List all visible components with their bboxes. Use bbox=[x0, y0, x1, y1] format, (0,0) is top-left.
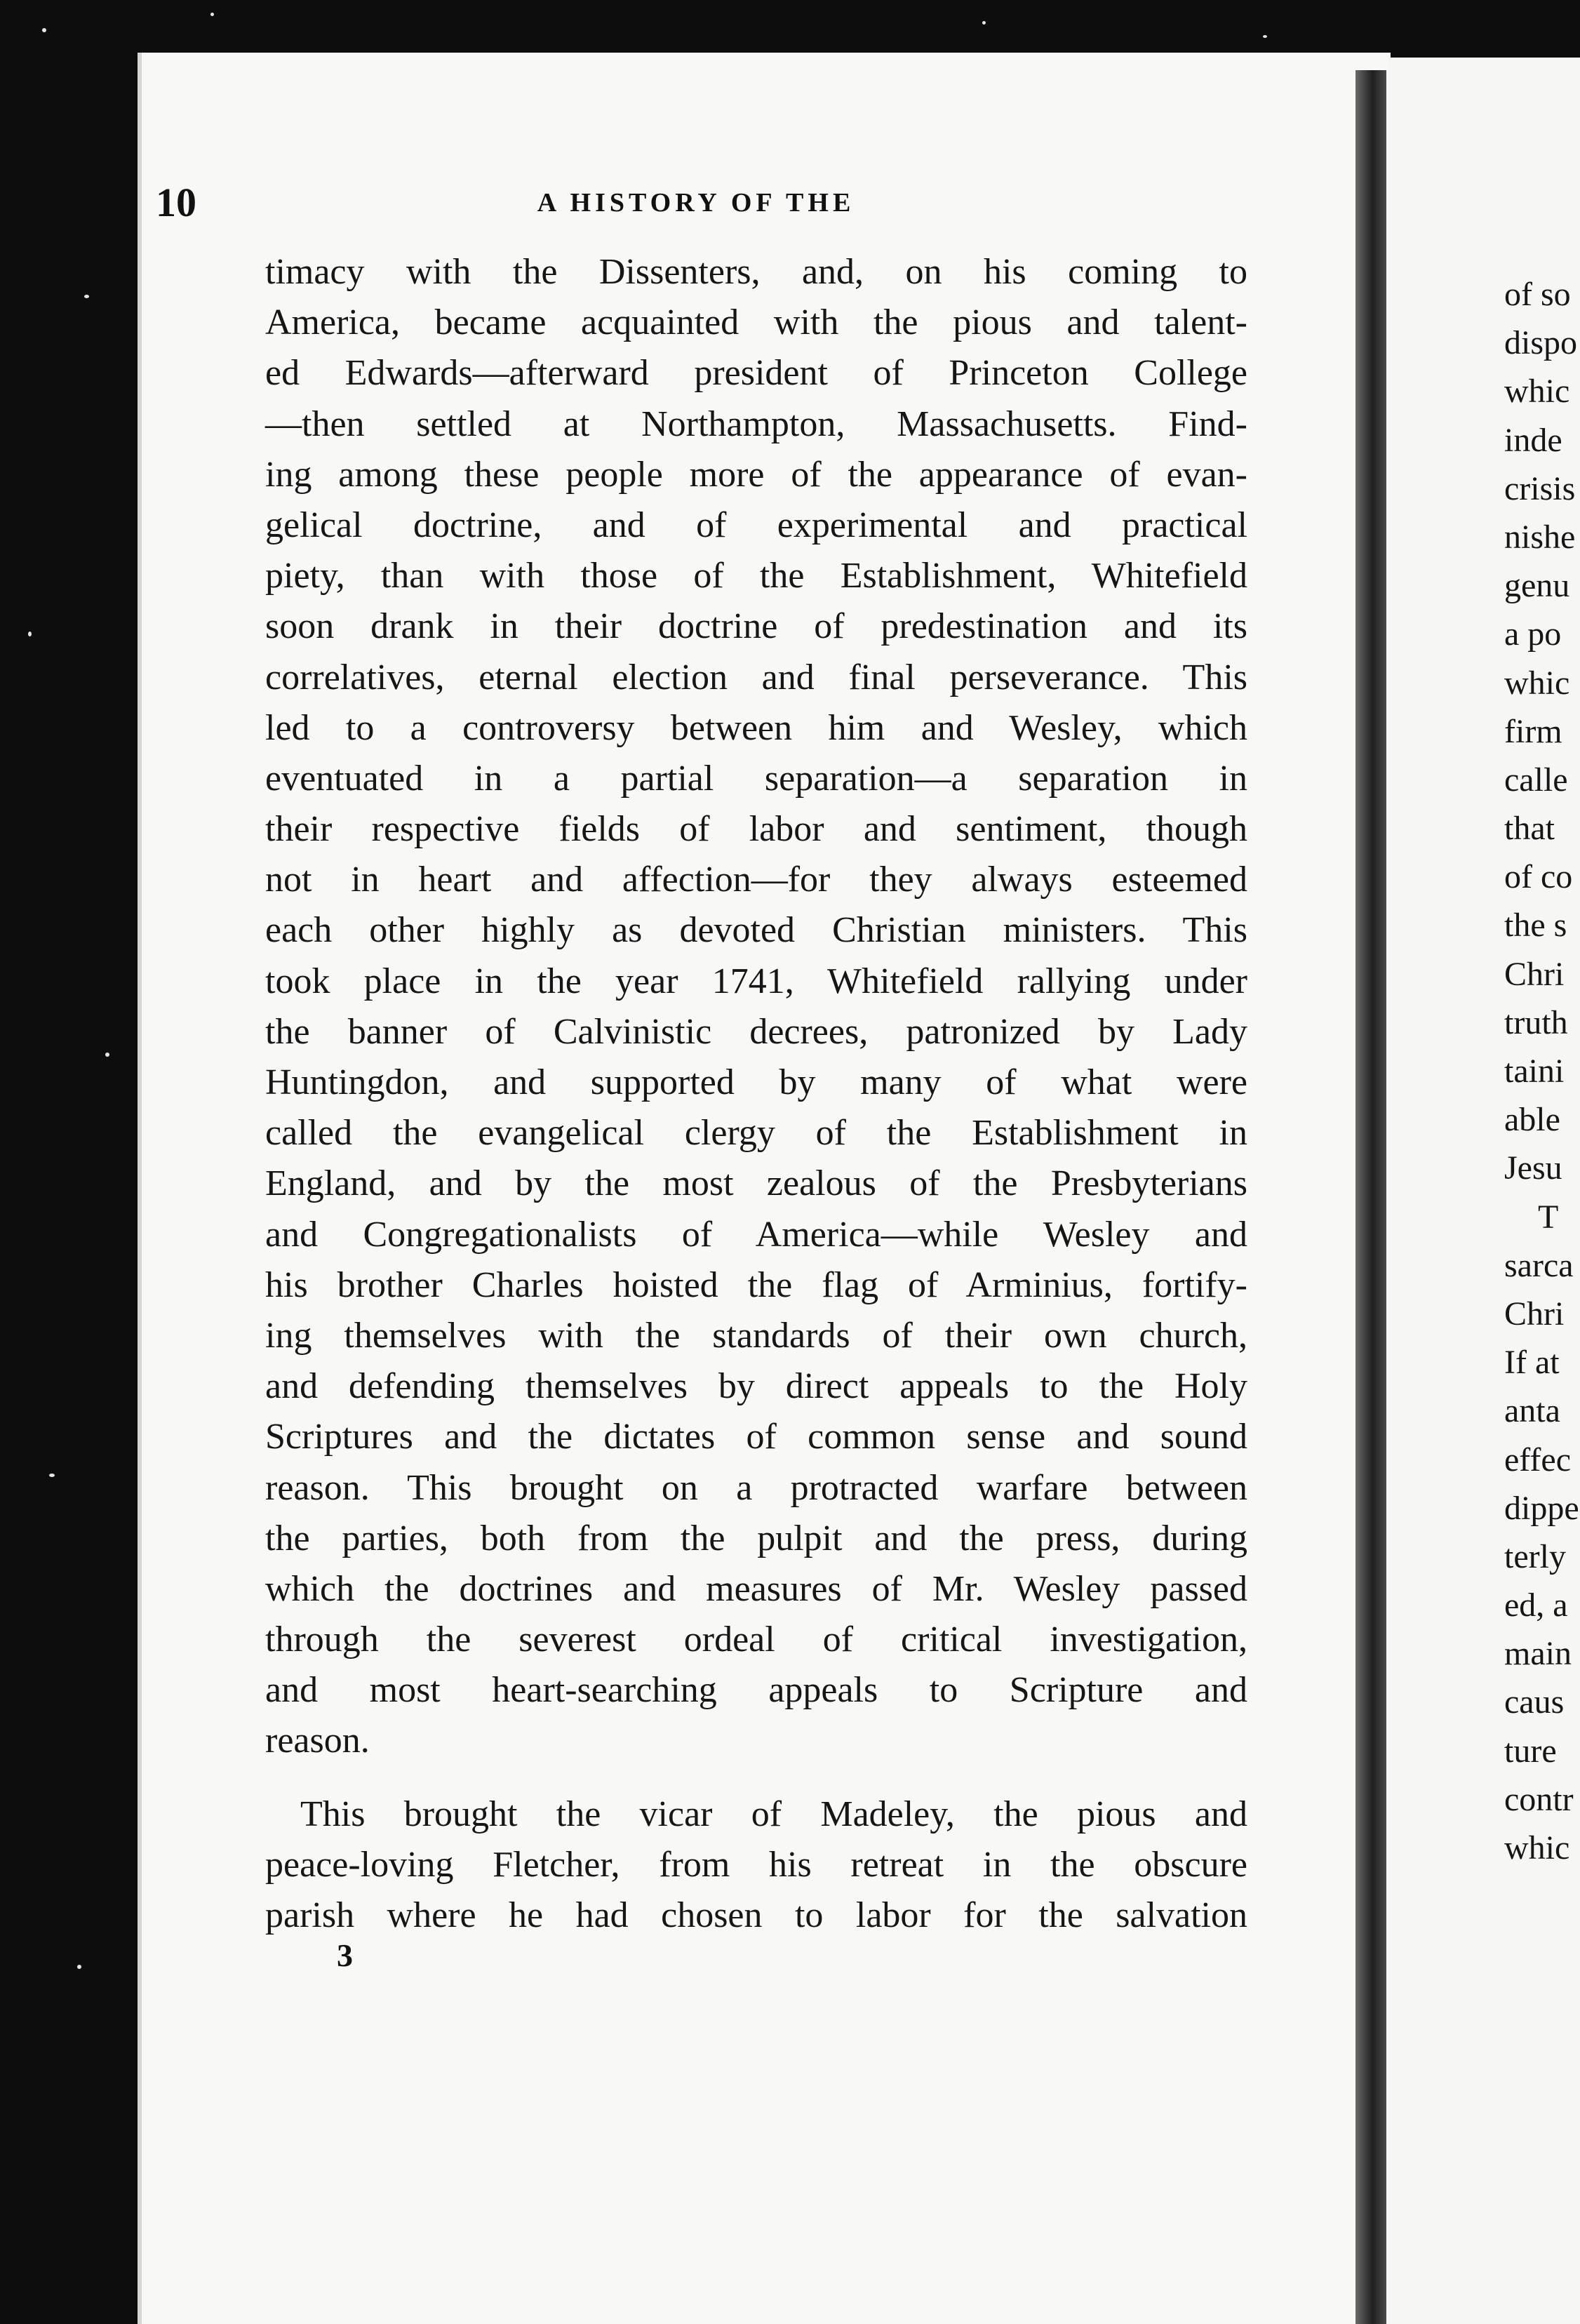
signature-mark: 3 bbox=[337, 1937, 353, 1973]
text-line: eventuated in a partial separation—a separation in bbox=[265, 758, 1247, 799]
text-line: their respective fields of labor and sentiment, though bbox=[265, 809, 1247, 850]
facing-line: anta bbox=[1504, 1392, 1560, 1430]
facing-line: effec bbox=[1504, 1441, 1572, 1478]
facing-line: ture bbox=[1504, 1732, 1557, 1770]
scan-speck bbox=[105, 1053, 109, 1057]
facing-line: T bbox=[1538, 1198, 1559, 1236]
facing-line: whic bbox=[1504, 373, 1570, 410]
facing-line: caus bbox=[1504, 1683, 1565, 1721]
facing-line: of so bbox=[1504, 276, 1571, 313]
facing-line: ed, a bbox=[1504, 1587, 1568, 1624]
book-gutter bbox=[1355, 70, 1386, 2324]
text-line: peace-loving Fletcher, from his retreat in the obscure bbox=[265, 1844, 1247, 1885]
scan-speck bbox=[210, 13, 214, 16]
facing-line: sarca bbox=[1504, 1246, 1574, 1284]
facing-line: If at bbox=[1504, 1344, 1560, 1382]
facing-line: the s bbox=[1504, 907, 1567, 944]
facing-line: Chri bbox=[1504, 1295, 1565, 1333]
text-line: which the doctrines and measures of Mr. Wesley passed bbox=[265, 1568, 1247, 1609]
text-line: piety, than with those of the Establishment, Whitefield bbox=[265, 556, 1247, 596]
text-line: his brother Charles hoisted the flag of Arminius, fortify- bbox=[265, 1264, 1247, 1305]
text-line: took place in the year 1741, Whitefield rallying under bbox=[265, 961, 1247, 1001]
text-line: and most heart-searching appeals to Scripture and bbox=[265, 1670, 1247, 1711]
facing-line: truth bbox=[1504, 1003, 1568, 1041]
text-line: gelical doctrine, and of experimental and practical bbox=[265, 505, 1247, 545]
text-line: parish where he had chosen to labor for the salvation bbox=[265, 1895, 1247, 1935]
facing-page-text bbox=[1504, 270, 1580, 1872]
text-line: the parties, both from the pulpit and the press, during bbox=[265, 1518, 1247, 1558]
text-line: England, and by the most zealous of the Presbyterians bbox=[265, 1163, 1247, 1204]
facing-line: dippe bbox=[1504, 1489, 1579, 1527]
page-number: 10 bbox=[156, 180, 196, 225]
text-line: the banner of Calvinistic decrees, patronized by Lady bbox=[265, 1011, 1247, 1052]
facing-line: nishe bbox=[1504, 518, 1576, 556]
scan-speck bbox=[84, 295, 89, 298]
facing-line: of co bbox=[1504, 858, 1573, 896]
facing-line: Chri bbox=[1504, 955, 1565, 993]
text-line: and defending themselves by direct appeals to the Holy bbox=[265, 1366, 1247, 1407]
facing-line: contr bbox=[1504, 1780, 1574, 1818]
text-line: This brought the vicar of Madeley, the pious and bbox=[300, 1794, 1247, 1834]
text-line: America, became acquainted with the pious and talent- bbox=[265, 302, 1247, 343]
running-title: A HISTORY OF THE bbox=[537, 188, 855, 218]
facing-line: whic bbox=[1504, 1829, 1570, 1866]
text-line: timacy with the Dissenters, and, on his coming to bbox=[265, 252, 1247, 292]
scan-speck bbox=[1263, 35, 1267, 38]
text-line: correlatives, eternal election and final perseverance. This bbox=[265, 657, 1247, 697]
running-header bbox=[156, 179, 1236, 235]
paragraph-gap bbox=[265, 1767, 1247, 1789]
text-line: reason. bbox=[265, 1721, 370, 1761]
facing-line: a po bbox=[1504, 615, 1562, 653]
text-line: reason. This brought on a protracted warfare between bbox=[265, 1467, 1247, 1508]
text-line: ing among these people more of the appearance of evan- bbox=[265, 454, 1247, 495]
facing-line: firm bbox=[1504, 712, 1562, 750]
text-line: not in heart and affection—for they always esteemed bbox=[265, 860, 1247, 900]
text-line: called the evangelical clergy of the Establishment in bbox=[265, 1113, 1247, 1154]
facing-line: main bbox=[1504, 1635, 1572, 1673]
text-line: ing themselves with the standards of their own church, bbox=[265, 1315, 1247, 1356]
facing-line: able bbox=[1504, 1101, 1560, 1139]
text-line: and Congregationalists of America—while Wesley and bbox=[265, 1214, 1247, 1255]
scan-speck bbox=[49, 1474, 55, 1477]
facing-line: crisis bbox=[1504, 469, 1576, 507]
scan-speck bbox=[77, 1965, 81, 1969]
text-line: soon drank in their doctrine of predestination and its bbox=[265, 606, 1247, 647]
scan-speck bbox=[42, 28, 46, 32]
facing-line: genu bbox=[1504, 567, 1570, 605]
facing-line: dispo bbox=[1504, 324, 1578, 362]
facing-line: taini bbox=[1504, 1053, 1565, 1090]
text-line: ed Edwards—afterward president of Princeton College bbox=[265, 353, 1247, 394]
facing-line: calle bbox=[1504, 761, 1568, 799]
facing-line: whic bbox=[1504, 664, 1570, 702]
scan-speck bbox=[982, 21, 986, 25]
facing-line: inde bbox=[1504, 421, 1562, 459]
scan-speck bbox=[28, 632, 32, 636]
body-text bbox=[265, 247, 1247, 1941]
facing-line: terly bbox=[1504, 1537, 1566, 1575]
text-line: through the severest ordeal of critical investigation, bbox=[265, 1620, 1247, 1660]
facing-line: Jesu bbox=[1504, 1149, 1562, 1187]
text-line: Scriptures and the dictates of common sense and sound bbox=[265, 1417, 1247, 1457]
text-line: Huntingdon, and supported by many of what were bbox=[265, 1062, 1247, 1102]
facing-line: that bbox=[1504, 810, 1555, 848]
text-line: each other highly as devoted Christian ministers. This bbox=[265, 910, 1247, 951]
text-line: led to a controversy between him and Wesley, which bbox=[265, 707, 1247, 748]
text-line: —then settled at Northampton, Massachusetts. Find- bbox=[265, 403, 1247, 444]
